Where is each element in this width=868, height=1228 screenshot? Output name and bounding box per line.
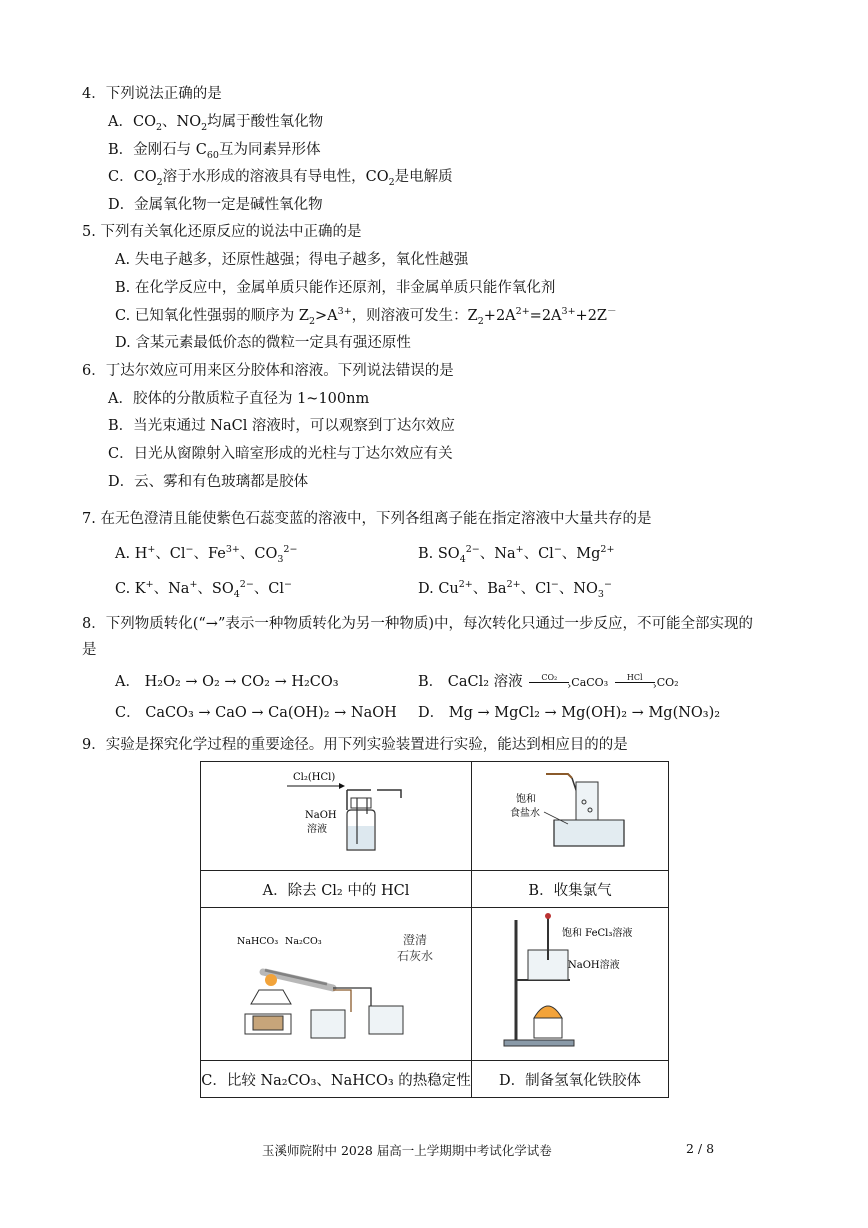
colloid-preparation-figure [472,908,668,1056]
svg-text:Na₂CO₃: Na₂CO₃ [285,936,322,947]
q8-option-c: C． CaCO₃ → CaO → Ca(OH)₂ → NaOH [115,705,397,721]
q7-option-a: A. H+、Cl−、$Fe^{3+}$、$CO_3^{2-}$ [115,544,298,565]
experiment-table [200,761,669,1098]
thermal-stability-figure [201,908,471,1056]
q8-stem-line1: 8．下列物质转化(“→”表示一种物质转化为另一种物质)中，每次转化只通过一步反应，不可能全部实现的 [82,616,754,632]
q6-option-d: D．云、雾和有色玻璃都是胶体 [108,474,309,490]
q7-option-b: B. $SO_4^{2-}$、Na+、Cl−、$Mg^{2+}$ [418,544,615,565]
svg-text:饱和: 饱和 [516,794,536,805]
q4-option-a: A．$CO_2$、$NO_2$均属于酸性氧化物 [108,114,324,133]
svg-text:澄清: 澄清 [403,933,428,947]
svg-text:NaHCO₃: NaHCO₃ [237,936,279,947]
q8-option-a: A． H₂O₂ → O₂ → CO₂ → H₂CO₃ [115,674,339,690]
gas-collection-figure [472,762,668,866]
figure-a-cell [201,762,472,871]
caption-b: B．收集氯气 [472,871,669,908]
gas-washing-bottle-figure [201,762,471,866]
caption-d: D．制备氢氧化铁胶体 [472,1061,669,1098]
svg-text:Cl₂(HCl): Cl₂(HCl) [293,772,336,783]
q7-stem: 7. 在无色澄清且能使紫色石蕊变蓝的溶液中，下列各组离子能在指定溶液中大量共存的是 [82,511,652,527]
q4-stem: 4．下列说法正确的是 [82,86,222,102]
q5-option-b: B. 在化学反应中，金属单质只能作还原剂，非金属单质只能作氧化剂 [115,280,556,296]
q8-option-d: D． Mg → MgCl₂ → Mg(OH)₂ → Mg(NO₃)₂ [418,705,721,721]
caption-c: C．比较 Na₂CO₃、NaHCO₃ 的热稳定性 [201,1061,472,1098]
svg-text:石灰水: 石灰水 [397,949,434,963]
q4-option-d: D．金属氧化物一定是碱性氧化物 [108,197,323,213]
q6-option-a: A．胶体的分散质粒子直径为 1~100nm [108,391,370,407]
q4-option-c: C．$CO_2$溶于水形成的溶液具有导电性，$CO_2$是电解质 [108,169,453,188]
svg-text:溶液: 溶液 [307,824,327,835]
q7-option-d: D. $Cu^{2+}$、$Ba^{2+}$、Cl−、$NO_3^-$ [418,579,612,600]
figure-c-cell [201,908,472,1061]
page-number: 2 / 8 [686,1141,715,1156]
svg-text:食盐水: 食盐水 [510,808,540,819]
figure-d-cell [472,908,669,1061]
q8-stem-line2: 是 [82,642,97,658]
q5-stem: 5. 下列有关氧化还原反应的说法中正确的是 [82,224,362,240]
q4-option-b: B．金刚石与 $C_{60}$互为同素异形体 [108,142,321,161]
svg-text:NaOH: NaOH [305,810,337,821]
svg-text:饱和 FeCl₃溶液: 饱和 FeCl₃溶液 [562,928,633,939]
figure-b-cell [472,762,669,871]
q5-option-c: C. 已知氧化性强弱的顺序为 $Z_2>A^{3+}$，则溶液可发生：$Z_2+2A^{2+}=2A^{3+}+2Z^-$ [115,306,617,327]
q9-stem: 9．实验是探究化学过程的重要途径。用下列实验装置进行实验，能达到相应目的的是 [82,737,628,753]
svg-text:NaOH溶液: NaOH溶液 [568,960,620,971]
q6-stem: 6．丁达尔效应可用来区分胶体和溶液。下列说法错误的是 [82,363,454,379]
footer-title: 玉溪师院附中 2028 届高一上学期期中考试化学试卷 [262,1143,552,1158]
q6-option-c: C．日光从窗隙射入暗室形成的光柱与丁达尔效应有关 [108,446,453,462]
caption-a: A．除去 Cl₂ 中的 HCl [201,871,472,908]
q5-option-d: D. 含某元素最低价态的微粒一定具有强还原性 [115,335,411,351]
q7-option-c: C. K+、Na+、$SO_4^{2-}$、Cl− [115,579,293,600]
q5-option-a: A. 失电子越多，还原性越强；得电子越多，氧化性越强 [115,252,469,268]
q8-option-b: B． CaCl₂ 溶液 CO₂ › CaCO₃ HCl › CO₂ [418,673,679,692]
q6-option-b: B．当光束通过 NaCl 溶液时，可以观察到丁达尔效应 [108,418,455,434]
